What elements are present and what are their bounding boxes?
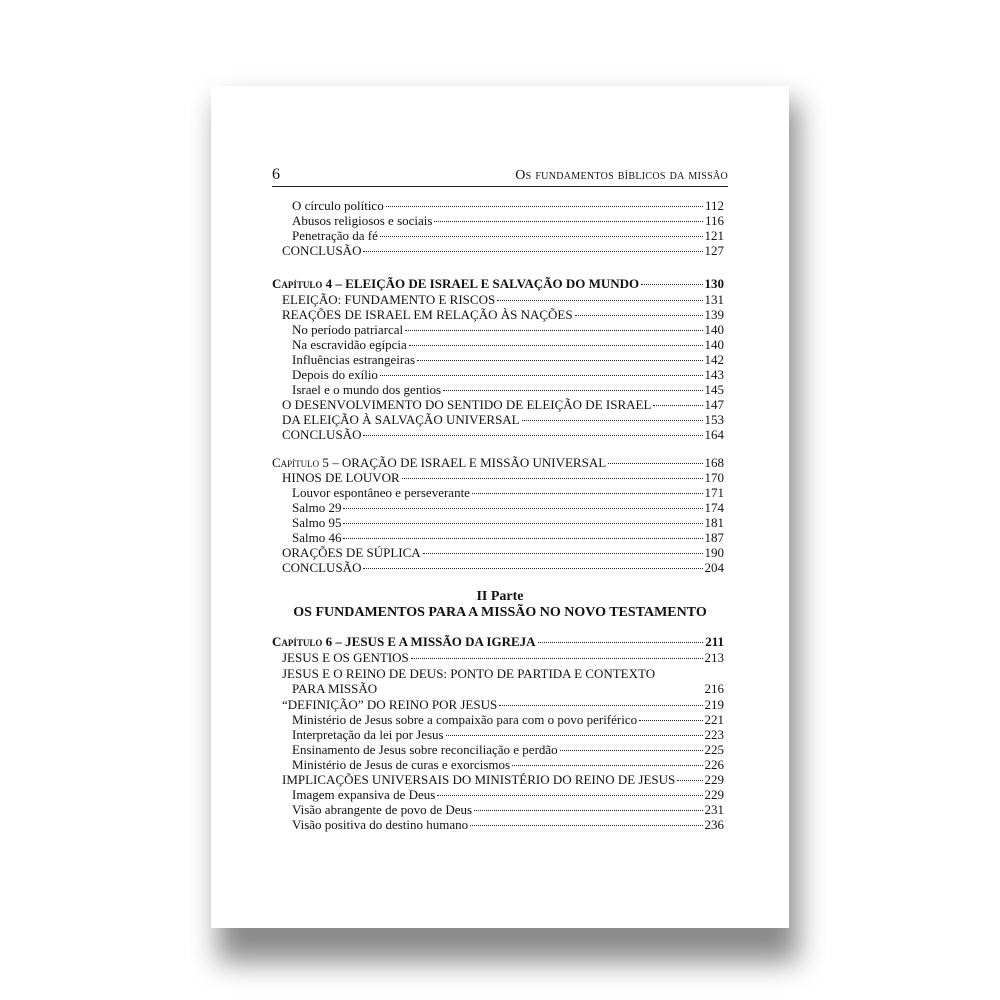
toc-entry bbox=[272, 292, 724, 307]
toc-entry-page: 221 bbox=[704, 712, 724, 727]
toc-entry-text: Penetração da fé bbox=[292, 228, 378, 243]
toc-entry bbox=[272, 817, 724, 832]
toc-entry-text: REAÇÕES DE ISRAEL EM RELAÇÃO ÀS NAÇÕES bbox=[282, 307, 573, 322]
toc-wrapped-entry bbox=[272, 666, 724, 696]
toc-entry-text: Salmo 46 bbox=[292, 530, 342, 545]
leader-dots bbox=[343, 523, 702, 524]
toc-entry bbox=[272, 382, 724, 397]
toc-entry-page: 145 bbox=[704, 382, 724, 397]
leader-dots bbox=[402, 478, 703, 479]
chapter-title: – ELEIÇÃO DE ISRAEL E SALVAÇÃO DO MUNDO bbox=[332, 276, 640, 291]
leader-dots bbox=[386, 206, 703, 207]
toc-entry-page: 131 bbox=[704, 292, 724, 307]
leader-dots bbox=[653, 405, 702, 406]
chapter-label: Capítulo 4 bbox=[272, 276, 333, 291]
toc-block-5 bbox=[272, 697, 724, 832]
toc-entry bbox=[272, 485, 724, 500]
toc-entry-text: Salmo 29 bbox=[292, 500, 342, 515]
chapter-row bbox=[272, 455, 724, 470]
leader-dots bbox=[639, 720, 702, 721]
leader-dots bbox=[608, 463, 702, 464]
toc-entry-page: 187 bbox=[704, 530, 724, 545]
toc-entry-page: 140 bbox=[704, 337, 724, 352]
toc-block-3 bbox=[272, 470, 724, 575]
toc-entry-page: 153 bbox=[704, 412, 724, 427]
toc-entry-text: CONCLUSÃO bbox=[282, 427, 362, 442]
toc-entry-text: O círculo político bbox=[292, 198, 384, 213]
toc-entry-page: 229 bbox=[704, 772, 724, 787]
chapter-label: Capítulo 6 bbox=[272, 634, 333, 649]
toc-entry-page: 170 bbox=[704, 470, 724, 485]
toc-entry-text: HINOS DE LOUVOR bbox=[282, 470, 400, 485]
toc-entry-text: CONCLUSÃO bbox=[282, 243, 362, 258]
toc-entry-text: ELEIÇÃO: FUNDAMENTO E RISCOS bbox=[282, 292, 496, 307]
toc-entry bbox=[272, 352, 724, 367]
toc-chapter-5 bbox=[272, 455, 724, 470]
toc-entry-text: Salmo 95 bbox=[292, 515, 342, 530]
toc-block-1 bbox=[272, 198, 724, 258]
leader-dots bbox=[434, 221, 703, 222]
leader-dots bbox=[472, 493, 703, 494]
toc-entry bbox=[272, 367, 724, 382]
toc-entry-text: PARA MISSÃO bbox=[292, 681, 378, 696]
toc-block-2 bbox=[272, 292, 724, 442]
toc-entry-text: Ministério de Jesus de curas e exorcismos bbox=[292, 757, 511, 772]
toc-entry-page: 140 bbox=[704, 322, 724, 337]
toc-entry-text: Visão positiva do destino humano bbox=[292, 817, 469, 832]
toc-entry bbox=[272, 727, 724, 742]
toc-entry-page: 226 bbox=[704, 757, 724, 772]
chapter-row bbox=[272, 276, 724, 291]
toc-entry-page: 236 bbox=[704, 817, 724, 832]
toc-entry-text: Ensinamento de Jesus sobre reconciliação e perdão bbox=[292, 742, 558, 757]
toc-chapter-6 bbox=[272, 634, 724, 649]
leader-dots bbox=[363, 435, 702, 436]
toc-entry-page: 127 bbox=[704, 243, 724, 258]
toc-entry bbox=[272, 470, 724, 485]
leader-dots bbox=[409, 345, 703, 346]
leader-dots bbox=[437, 795, 702, 796]
toc-entry-page: 231 bbox=[704, 802, 724, 817]
toc-entry-page: 223 bbox=[704, 727, 724, 742]
toc-entry bbox=[272, 500, 724, 515]
toc-entry bbox=[272, 412, 724, 427]
toc-entry-page: 174 bbox=[704, 500, 724, 515]
leader-dots bbox=[560, 750, 703, 751]
leader-dots bbox=[522, 420, 703, 421]
toc-entry bbox=[272, 322, 724, 337]
chapter-page: 130 bbox=[704, 276, 724, 291]
leader-dots bbox=[405, 330, 702, 331]
toc-entry-page: 229 bbox=[704, 787, 724, 802]
chapter-page: 211 bbox=[705, 634, 724, 649]
toc-entry-page: 213 bbox=[704, 650, 724, 665]
toc-entry bbox=[272, 307, 724, 322]
leader-dots bbox=[641, 284, 702, 285]
toc-entry bbox=[272, 757, 724, 772]
toc-entry-page: 142 bbox=[704, 352, 724, 367]
leader-dots bbox=[417, 360, 702, 361]
toc-entry bbox=[272, 515, 724, 530]
toc-entry bbox=[272, 772, 724, 787]
chapter-page: 168 bbox=[704, 455, 724, 470]
leader-dots bbox=[343, 538, 702, 539]
toc-entry-page: 204 bbox=[704, 560, 724, 575]
toc-entry-text: Influências estrangeiras bbox=[292, 352, 416, 367]
toc-entry-page: 181 bbox=[704, 515, 724, 530]
toc-entry-page: 112 bbox=[704, 198, 724, 213]
toc-entry-text: JESUS E O REINO DE DEUS: PONTO DE PARTIDA E CONTEXTO bbox=[282, 666, 656, 681]
leader-dots bbox=[443, 390, 702, 391]
leader-dots bbox=[497, 300, 702, 301]
leader-dots bbox=[446, 735, 703, 736]
toc-entry-page: 219 bbox=[704, 697, 724, 712]
toc-entry bbox=[272, 697, 724, 712]
chapter-title: – JESUS E A MISSÃO DA IGREJA bbox=[332, 634, 536, 649]
toc-entry-text: Ministério de Jesus sobre a compaixão para com o povo periférico bbox=[292, 712, 638, 727]
leader-dots bbox=[538, 642, 704, 643]
toc-entry-page: 147 bbox=[704, 397, 724, 412]
leader-dots bbox=[380, 375, 703, 376]
leader-dots bbox=[575, 315, 703, 316]
toc-entry-page: 139 bbox=[704, 307, 724, 322]
toc-entry-line bbox=[272, 666, 724, 681]
toc-entry bbox=[272, 650, 724, 665]
leader-dots bbox=[423, 553, 703, 554]
leader-dots bbox=[677, 780, 702, 781]
toc-entry bbox=[272, 787, 724, 802]
toc-chapter-4 bbox=[272, 276, 724, 291]
chapter-title: – ORAÇÃO DE ISRAEL E MISSÃO UNIVERSAL bbox=[328, 455, 607, 470]
leader-dots bbox=[474, 810, 702, 811]
toc-entry-text: Imagem expansiva de Deus bbox=[292, 787, 436, 802]
toc-entry-page: 116 bbox=[704, 213, 724, 228]
toc-entry bbox=[272, 681, 724, 696]
toc-entry-text: Visão abrangente de povo de Deus bbox=[292, 802, 473, 817]
part-heading: II Parte bbox=[476, 589, 524, 604]
toc-entry bbox=[272, 712, 724, 727]
leader-dots bbox=[363, 251, 702, 252]
toc-entry-text: IMPLICAÇÕES UNIVERSAIS DO MINISTÉRIO DO REINO DE JESUS bbox=[282, 772, 676, 787]
toc-entry bbox=[272, 427, 724, 442]
toc-entry bbox=[272, 243, 724, 258]
toc-entry-text: “DEFINIÇÃO” DO REINO POR JESUS bbox=[282, 697, 498, 712]
toc-entry bbox=[272, 397, 724, 412]
toc-entry bbox=[272, 213, 724, 228]
toc-entry-page: 190 bbox=[704, 545, 724, 560]
toc-entry-text: Louvor espontâneo e perseverante bbox=[292, 485, 470, 500]
toc-entry-text: O DESENVOLVIMENTO DO SENTIDO DE ELEIÇÃO DE ISRAEL bbox=[282, 397, 652, 412]
toc-entry-page: 216 bbox=[704, 681, 724, 696]
toc-entry bbox=[272, 802, 724, 817]
leader-dots bbox=[499, 705, 702, 706]
toc-entry-text: JESUS E OS GENTIOS bbox=[282, 650, 409, 665]
toc-entry-page: 143 bbox=[704, 367, 724, 382]
toc-entry-text: Na escravidão egípcia bbox=[292, 337, 407, 352]
leader-dots bbox=[512, 765, 702, 766]
toc-entry bbox=[272, 545, 724, 560]
toc-entry bbox=[272, 198, 724, 213]
toc-entry-text: DA ELEIÇÃO À SALVAÇÃO UNIVERSAL bbox=[282, 412, 520, 427]
toc-entry bbox=[272, 560, 724, 575]
chapter-label: Capítulo 5 bbox=[272, 455, 329, 470]
toc-entry-page: 171 bbox=[704, 485, 724, 500]
part-title: OS FUNDAMENTOS PARA A MISSÃO NO NOVO TESTAMENTO bbox=[293, 605, 707, 620]
toc-entry-text: Abusos religiosos e sociais bbox=[292, 213, 433, 228]
toc-entry-text: No período patriarcal bbox=[292, 322, 404, 337]
toc-entry-page: 164 bbox=[704, 427, 724, 442]
leader-dots bbox=[343, 508, 702, 509]
toc-entry-text: ORAÇÕES DE SÚPLICA bbox=[282, 545, 421, 560]
toc-entry-text: Depois do exílio bbox=[292, 367, 378, 382]
toc-entry-page: 225 bbox=[704, 742, 724, 757]
leader-dots bbox=[380, 236, 703, 237]
toc-entry-text: Israel e o mundo dos gentios bbox=[292, 382, 442, 397]
toc-entry-page: 121 bbox=[704, 228, 724, 243]
leader-dots bbox=[411, 658, 703, 659]
toc-entry-text: Interpretação da lei por Jesus bbox=[292, 727, 444, 742]
leader-dots bbox=[470, 825, 702, 826]
page-number: 6 bbox=[272, 166, 280, 183]
toc-block-4 bbox=[272, 650, 724, 665]
running-head bbox=[272, 166, 728, 187]
leader-dots bbox=[363, 568, 702, 569]
toc-entry bbox=[272, 742, 724, 757]
chapter-row bbox=[272, 634, 724, 649]
toc-entry bbox=[272, 228, 724, 243]
toc-entry bbox=[272, 530, 724, 545]
toc-entry-text: CONCLUSÃO bbox=[282, 560, 362, 575]
toc-entry bbox=[272, 337, 724, 352]
running-title: Os fundamentos bíblicos da missão bbox=[515, 168, 728, 183]
